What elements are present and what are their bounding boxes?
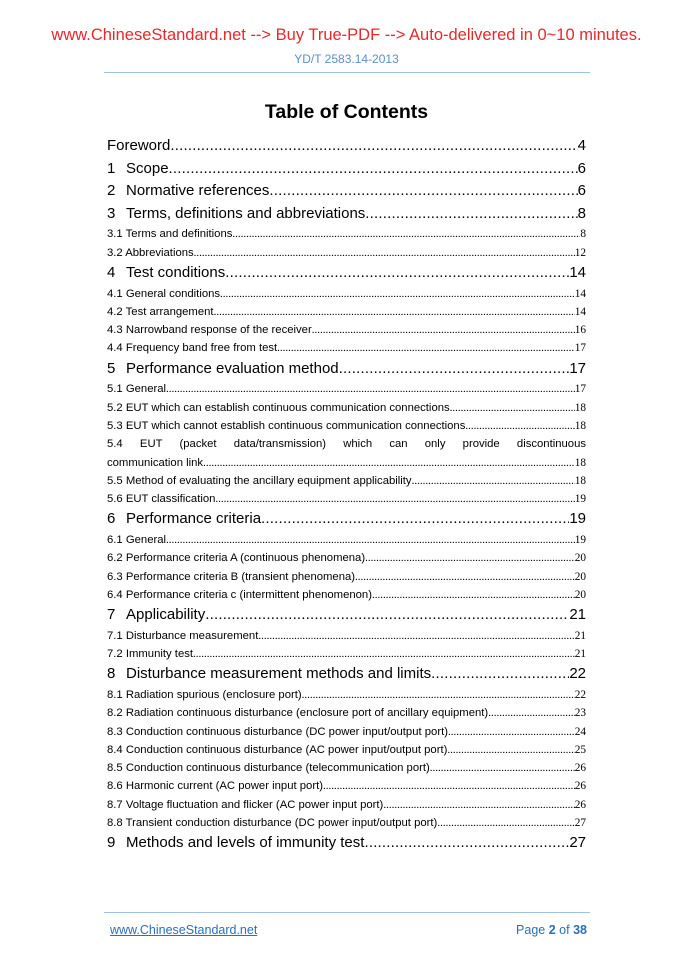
toc-entry-number: 2 xyxy=(107,182,116,200)
table-of-contents xyxy=(107,135,586,855)
toc-entry-title: 4.1 General conditions xyxy=(107,287,221,300)
dot-leader xyxy=(430,759,575,777)
dot-leader xyxy=(220,285,575,303)
dot-leader xyxy=(193,645,575,663)
toc-entry[interactable] xyxy=(107,472,586,490)
toc-entry[interactable] xyxy=(107,303,586,321)
toc-entry-title: Methods and levels of immunity test xyxy=(126,834,365,852)
toc-entry-page: 12 xyxy=(574,246,586,259)
footer-website-link[interactable]: www.ChineseStandard.net xyxy=(110,923,258,937)
toc-entry[interactable] xyxy=(107,704,586,722)
toc-entry[interactable] xyxy=(107,796,586,814)
toc-entry-page: 19 xyxy=(574,534,586,547)
dot-leader xyxy=(194,244,575,262)
toc-entry[interactable] xyxy=(107,568,586,586)
toc-entry-title: 5.1 General xyxy=(107,383,167,396)
header-divider xyxy=(104,72,590,73)
toc-entry-number: 9 xyxy=(107,834,116,852)
toc-entry[interactable] xyxy=(107,645,586,663)
toc-entry-page: 18 xyxy=(574,401,586,414)
dot-leader xyxy=(214,303,575,321)
toc-entry-title: 4.2 Test arrangement xyxy=(107,305,214,318)
dot-leader xyxy=(258,627,574,645)
toc-entry-title: 5.5 Method of evaluating the ancillary equipment applicability xyxy=(107,474,412,487)
toc-entry-page: 21 xyxy=(569,606,586,624)
toc-entry-page: 14 xyxy=(574,287,586,300)
toc-entry[interactable] xyxy=(107,777,586,795)
toc-entry-page: 18 xyxy=(574,419,586,432)
dot-leader xyxy=(431,663,569,686)
toc-entry-page: 22 xyxy=(574,688,586,701)
toc-entry[interactable] xyxy=(107,586,586,604)
toc-entry[interactable] xyxy=(107,203,586,226)
toc-entry[interactable] xyxy=(107,399,586,417)
toc-entry[interactable] xyxy=(107,627,586,645)
toc-entry-title: 8.7 Voltage fluctuation and flicker (AC power input port) xyxy=(107,798,384,811)
dot-leader xyxy=(364,832,569,855)
toc-entry-number: 8 xyxy=(107,665,116,683)
toc-entry[interactable] xyxy=(107,244,586,262)
toc-entry-title: 8.5 Conduction continuous disturbance (telecommunication port) xyxy=(107,762,430,775)
standard-number: YD/T 2583.14-2013 xyxy=(294,52,399,66)
toc-entry[interactable] xyxy=(107,549,586,567)
toc-entry-title: 4.3 Narrowband response of the receiver xyxy=(107,324,312,337)
dot-leader xyxy=(312,321,575,339)
toc-entry-page: 18 xyxy=(574,456,586,469)
dot-leader xyxy=(302,686,575,704)
toc-entry-page: 21 xyxy=(574,629,586,642)
dot-leader xyxy=(269,180,577,203)
page-title: Table of Contents xyxy=(264,101,429,123)
dot-leader xyxy=(448,723,575,741)
footer-divider xyxy=(104,912,590,913)
toc-entry[interactable] xyxy=(107,180,586,203)
toc-entry-page: 22 xyxy=(569,665,586,683)
toc-entry[interactable] xyxy=(107,604,586,627)
toc-entry-page: 8 xyxy=(580,228,586,241)
toc-entry-title: Performance criteria xyxy=(126,510,262,528)
toc-entry[interactable] xyxy=(107,158,586,181)
toc-entry-title: Scope xyxy=(126,159,169,177)
toc-entry-page: 6 xyxy=(577,182,586,200)
toc-entry-page: 26 xyxy=(574,798,586,811)
toc-entry-line[interactable]: 5.4 EUT (packet data/transmission) which can only provide discontinuous xyxy=(107,438,586,451)
toc-entry-title: Terms, definitions and abbreviations xyxy=(126,204,366,222)
page-label: Page xyxy=(516,923,546,937)
toc-entry-page: 19 xyxy=(574,493,586,506)
toc-entry-title: Foreword xyxy=(107,137,171,154)
toc-entry-page: 26 xyxy=(574,780,586,793)
toc-entry-page: 21 xyxy=(574,648,586,661)
page-indicator xyxy=(516,923,587,937)
toc-entry[interactable] xyxy=(107,723,586,741)
toc-entry[interactable] xyxy=(107,490,586,508)
dot-leader xyxy=(215,490,574,508)
toc-entry-title: communication link xyxy=(107,456,204,469)
toc-entry-number: 4 xyxy=(107,263,116,281)
toc-entry[interactable] xyxy=(107,814,586,832)
toc-entry[interactable] xyxy=(107,225,586,243)
toc-entry-page: 20 xyxy=(574,552,586,565)
toc-entry-page: 17 xyxy=(574,342,586,355)
toc-entry[interactable] xyxy=(107,358,586,381)
toc-entry-title: 7.2 Immunity test xyxy=(107,648,194,661)
dot-leader xyxy=(447,741,574,759)
toc-entry-page: 17 xyxy=(574,383,586,396)
toc-entry-title: 5.6 EUT classification xyxy=(107,493,216,506)
toc-entry[interactable] xyxy=(107,380,586,398)
dot-leader xyxy=(355,568,575,586)
toc-entry-title: 5.3 EUT which cannot establish continuous communication connections xyxy=(107,419,466,432)
toc-entry[interactable] xyxy=(107,508,586,531)
dot-leader xyxy=(437,814,574,832)
dot-leader xyxy=(166,380,575,398)
toc-entry-title: 3.1 Terms and definitions xyxy=(107,228,233,241)
toc-entry-page: 20 xyxy=(574,570,586,583)
dot-leader xyxy=(232,225,580,243)
toc-entry[interactable] xyxy=(107,686,586,704)
toc-entry-page: 16 xyxy=(574,324,586,337)
promo-banner[interactable]: www.ChineseStandard.net --> Buy True-PDF --> Auto-delivered in 0~10 minutes. xyxy=(51,26,642,44)
toc-entry-page: 19 xyxy=(569,510,586,528)
toc-entry-title: Disturbance measurement methods and limits xyxy=(126,665,432,683)
toc-entry[interactable] xyxy=(107,262,586,285)
toc-entry-page: 4 xyxy=(577,137,586,154)
dot-leader xyxy=(383,796,574,814)
toc-entry-page: 14 xyxy=(574,305,586,318)
toc-entry-page: 14 xyxy=(569,263,586,281)
dot-leader xyxy=(323,777,575,795)
toc-entry-number: 5 xyxy=(107,359,116,377)
toc-entry-page: 17 xyxy=(569,359,586,377)
toc-entry-title: Test conditions xyxy=(126,263,226,281)
total-pages: 38 xyxy=(573,923,587,937)
page-of-label: of xyxy=(559,923,570,937)
toc-entry-title: 8.2 Radiation continuous disturbance (enclosure port of ancillary equipment) xyxy=(107,707,489,720)
toc-entry[interactable] xyxy=(107,531,586,549)
toc-entry[interactable] xyxy=(107,759,586,777)
toc-entry[interactable] xyxy=(107,741,586,759)
dot-leader xyxy=(169,158,578,181)
dot-leader xyxy=(450,399,575,417)
toc-entry-title: 8.8 Transient conduction disturbance (DC power input/output port) xyxy=(107,817,438,830)
dot-leader xyxy=(277,339,575,357)
dot-leader xyxy=(465,417,574,435)
dot-leader xyxy=(488,704,575,722)
dot-leader xyxy=(339,358,570,381)
toc-entry-title: 4.4 Frequency band free from test xyxy=(107,342,278,355)
toc-entry[interactable] xyxy=(107,454,586,472)
toc-entry-number: 6 xyxy=(107,510,116,528)
toc-entry-title: 8.3 Conduction continuous disturbance (DC power input/output port) xyxy=(107,725,448,738)
toc-entry-title: Performance evaluation method xyxy=(126,359,339,377)
dot-leader xyxy=(261,508,569,531)
toc-entry-title: 5.2 EUT which can establish continuous communication connections xyxy=(107,401,450,414)
toc-entry-page: 27 xyxy=(574,817,586,830)
toc-entry-title: 7.1 Disturbance measurement xyxy=(107,629,259,642)
toc-entry-number: 3 xyxy=(107,204,116,222)
toc-entry-title: 8.4 Conduction continuous disturbance (AC power input/output port) xyxy=(107,743,448,756)
toc-entry[interactable] xyxy=(107,135,586,158)
toc-entry[interactable] xyxy=(107,417,586,435)
dot-leader xyxy=(225,262,569,285)
toc-entry-title: 6.4 Performance criteria c (intermittent phenomenon) xyxy=(107,588,372,601)
toc-entry[interactable] xyxy=(107,832,586,855)
dot-leader xyxy=(203,454,575,472)
current-page: 2 xyxy=(548,923,556,937)
dot-leader xyxy=(372,586,575,604)
toc-entry-title: 8.1 Radiation spurious (enclosure port) xyxy=(107,688,302,701)
toc-entry[interactable] xyxy=(107,321,586,339)
toc-entry-title: 3.2 Abbreviations xyxy=(107,246,194,259)
dot-leader xyxy=(412,472,575,490)
dot-leader xyxy=(205,604,569,627)
dot-leader xyxy=(166,531,575,549)
dot-leader xyxy=(170,135,577,158)
toc-entry-number: 7 xyxy=(107,606,116,624)
toc-entry-page: 6 xyxy=(577,159,586,177)
toc-entry-page: 18 xyxy=(574,474,586,487)
toc-entry-page: 25 xyxy=(574,743,586,756)
toc-entry-page: 23 xyxy=(574,707,586,720)
toc-entry[interactable] xyxy=(107,285,586,303)
toc-entry-page: 20 xyxy=(574,588,586,601)
toc-entry-title: 6.2 Performance criteria A (continuous phenomena) xyxy=(107,552,366,565)
dot-leader xyxy=(365,203,577,226)
toc-entry-page: 8 xyxy=(577,204,586,222)
toc-entry[interactable] xyxy=(107,339,586,357)
toc-entry-number: 1 xyxy=(107,159,116,177)
toc-entry-title: Applicability xyxy=(126,606,206,624)
toc-entry-title: Normative references xyxy=(126,182,270,200)
toc-entry-page: 26 xyxy=(574,762,586,775)
toc-entry[interactable] xyxy=(107,663,586,686)
toc-entry-title: 6.3 Performance criteria B (transient phenomena) xyxy=(107,570,356,583)
toc-entry-page: 24 xyxy=(574,725,586,738)
toc-entry-title: 6.1 General xyxy=(107,534,167,547)
toc-entry-title: 8.6 Harmonic current (AC power input port) xyxy=(107,780,323,793)
toc-entry-page: 27 xyxy=(569,834,586,852)
dot-leader xyxy=(365,549,575,567)
